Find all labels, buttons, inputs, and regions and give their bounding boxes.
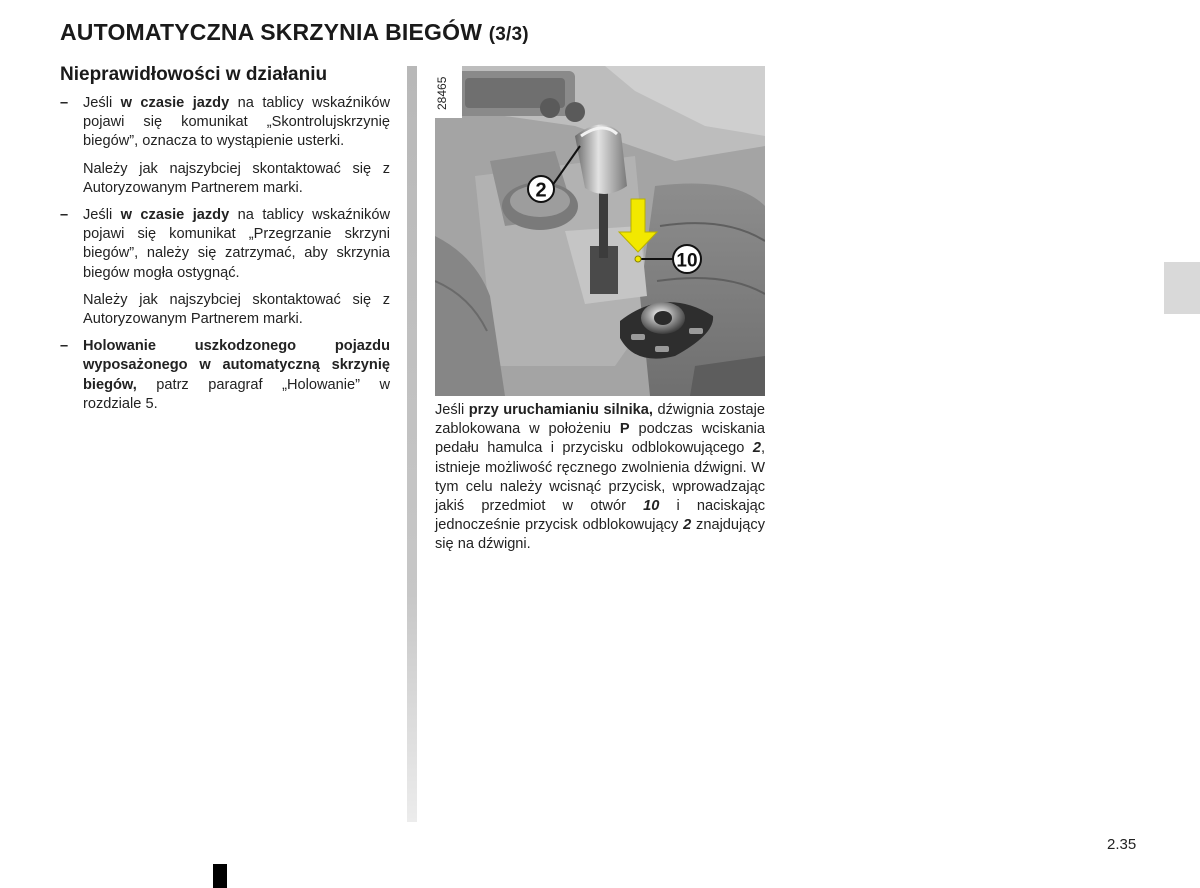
text-run: , istnieje możliwość ręcznego zwolnienia dźwigni. W tym celu należy wcisnąć przycisk, wprowadzając jakiś przedmiot w otwór: [435, 440, 765, 515]
page-number: 2.35: [1107, 836, 1137, 853]
item-bold-text: w czasie jazdy: [120, 207, 230, 224]
bold-run: P: [619, 421, 630, 438]
bold-run: przy uruchamianiu silnika,: [468, 402, 653, 418]
text-run: i naciskając jednocześnie przycisk odblokowujący: [435, 498, 765, 534]
page-title-text: AUTOMATYCZNA SKRZYNIA BIEGÓW: [60, 19, 483, 45]
item-bold-text: Holowanie uszkodzonego pojazdu wyposażonego w automatyczną skrzynię biegów,: [83, 338, 390, 393]
callout-10-label: 10: [676, 250, 698, 272]
figure-number: 28465: [435, 76, 449, 110]
page-title: [60, 19, 529, 46]
column-divider: [407, 66, 417, 822]
figure-number-box: [431, 66, 462, 118]
list-item: [60, 337, 390, 414]
item-text: Jeśli: [83, 207, 121, 224]
bold-italic-run: 10: [643, 498, 660, 515]
item-paragraph: [83, 206, 390, 283]
item-note: Należy jak najszybciej skontaktować się z Autoryzowanym Partnerem marki.: [83, 291, 390, 328]
right-column-text: [435, 401, 765, 555]
item-text: na tablicy wskaźników pojawi się komunikat „Przegrzanie skrzyni biegów”, należy się zatrzymać, aby skrzynia biegów mogła ostygnąć.: [83, 207, 390, 281]
page-title-suffix: (3/3): [488, 24, 529, 45]
gear-lever-illustration: [435, 66, 765, 396]
left-column: [60, 94, 390, 414]
text-run: Jeśli: [435, 402, 469, 418]
callout-2-label: 2: [535, 179, 547, 202]
text-run: znajdujący się na dźwigni.: [435, 517, 765, 553]
list-dash: –: [60, 95, 69, 111]
item-text: na tablicy wskaźników pojawi się komunikat „Skontrolujskrzynię biegów”, oznacza to wystąpienie usterki.: [83, 95, 390, 150]
list-item: [60, 206, 390, 329]
item-text: Jeśli: [83, 95, 121, 111]
bold-italic-run: 2: [683, 517, 692, 534]
item-bold-text: w czasie jazdy: [120, 95, 230, 111]
bold-italic-run: 2: [752, 440, 761, 457]
item-paragraph: [83, 94, 390, 152]
item-note: Należy jak najszybciej skontaktować się z Autoryzowanym Partnerem marki.: [83, 160, 390, 196]
list-dash: –: [60, 207, 69, 224]
chapter-side-tab: [1164, 262, 1200, 314]
crop-mark: [213, 864, 227, 888]
section-title: Nieprawidłowości w działaniu: [60, 64, 328, 85]
item-text: patrz paragraf „Holowanie” w rozdziale 5.: [83, 376, 390, 412]
list-item: [60, 94, 390, 198]
text-run: podczas wciskania pedału hamulca i przycisku odblokowującego: [435, 421, 766, 457]
text-run: dźwignia zostaje zablokowana w położeniu: [435, 402, 765, 438]
list-dash: –: [60, 338, 69, 355]
item-paragraph: [83, 337, 390, 414]
release-hole-marker: [635, 256, 641, 262]
gear-lever-drawing: [435, 66, 765, 396]
